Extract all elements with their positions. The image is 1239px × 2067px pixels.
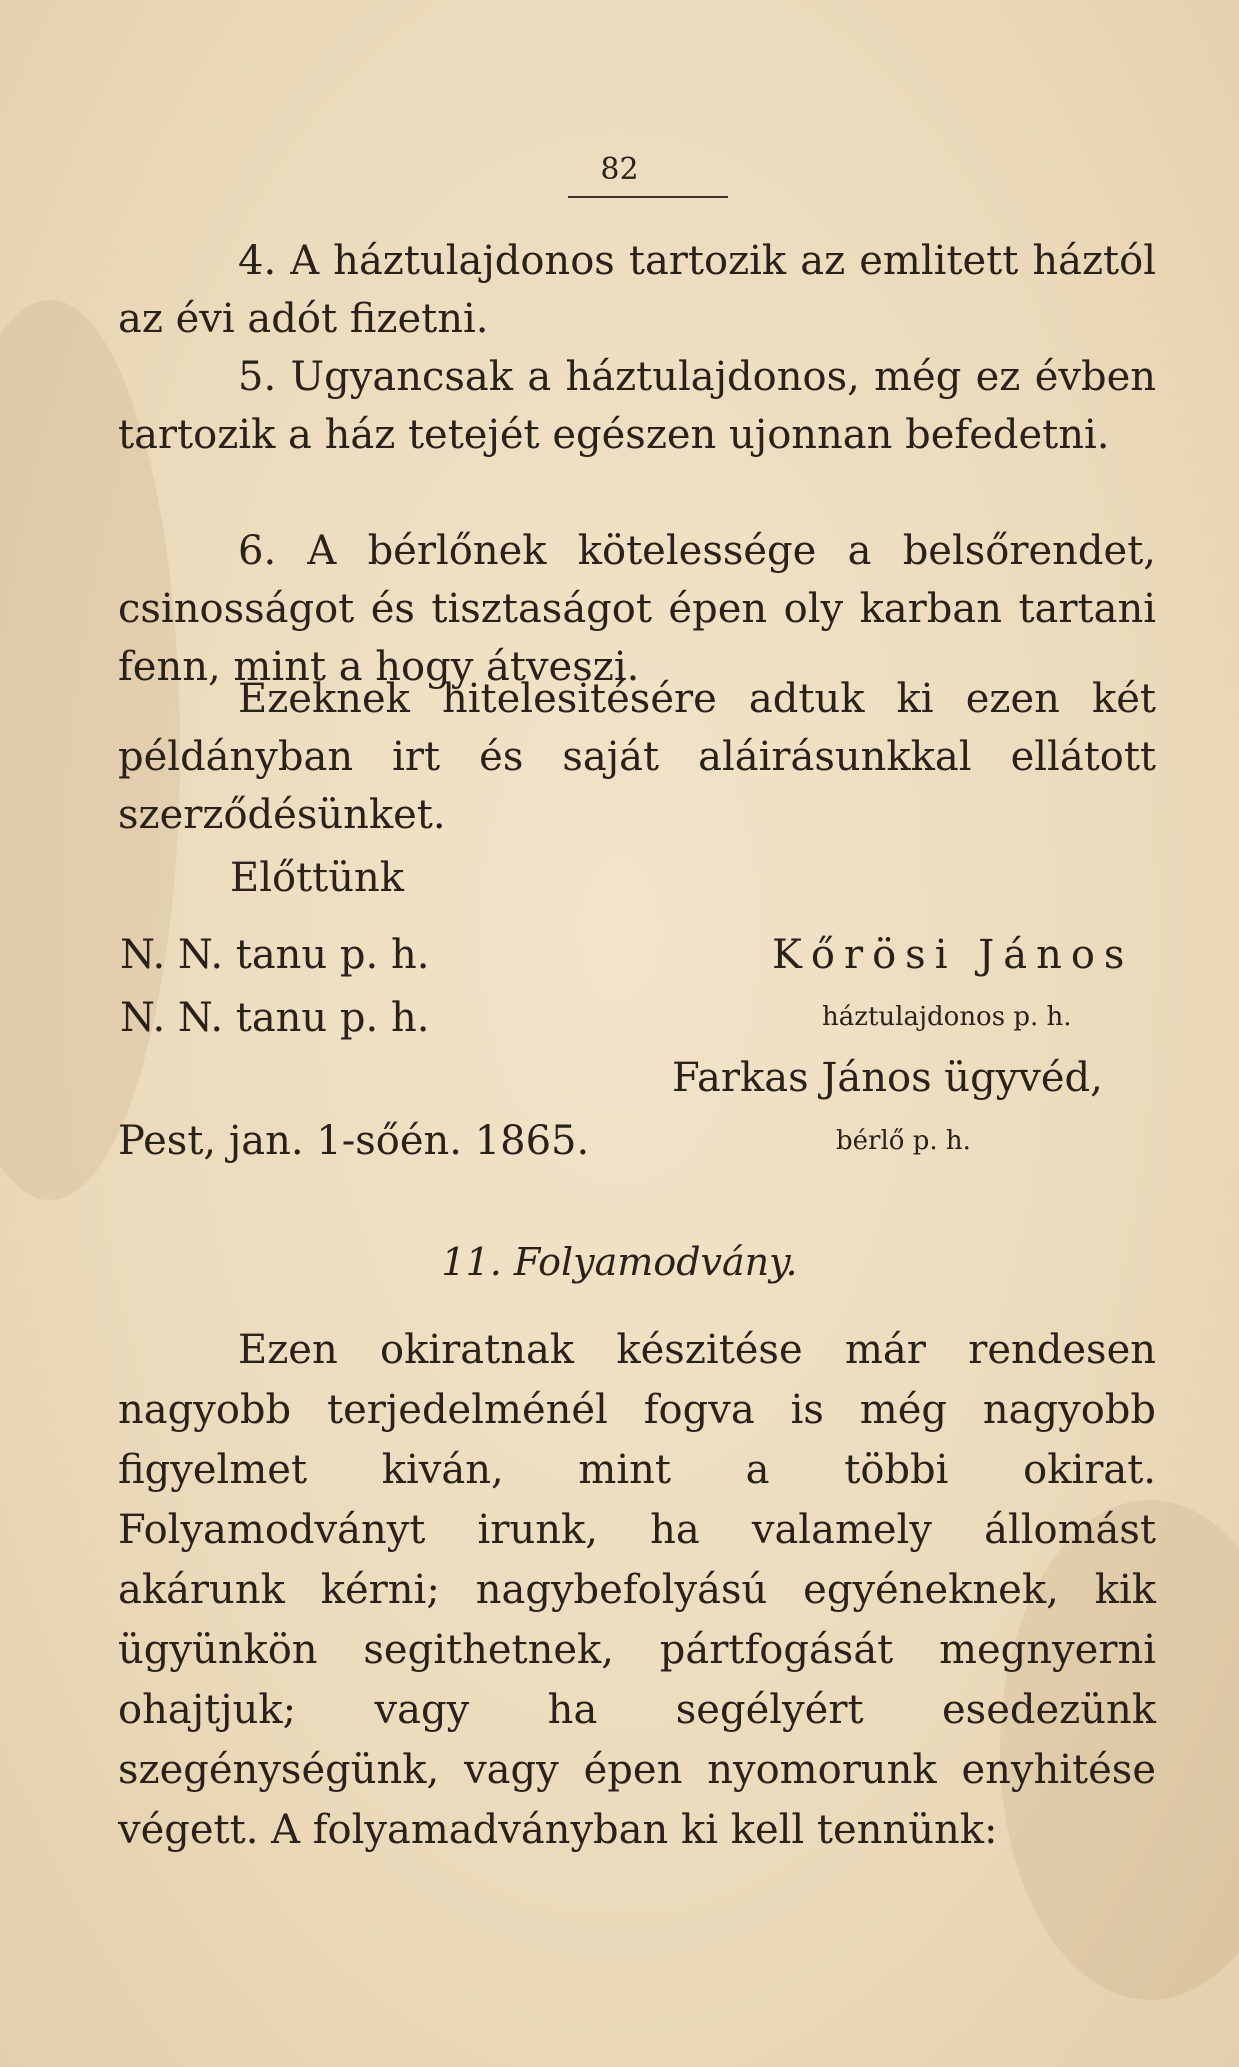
tenant-signature: Farkas János ügyvéd, [672,1055,1103,1101]
tenant-role: bérlő p. h. [836,1126,971,1156]
section-heading: 11. Folyamodvány. [441,1240,798,1284]
page-number-rule [568,196,728,198]
section-body-text: Ezen okiratnak készitése már rendesen nagyobb terjedelménél fogva is még nagyobb figyelmet kiván, mint a többi okirat. Folyamodványt irunk, ha valamely állomást akárunk kérni; nagybefolyású egyéneknek, kik ügyünkön segithetnek, pártfogását megnyerni ohajtjuk; vagy ha segélyért esedezünk szegénységünk, vagy épen nyomorunk enyhitése végett. A folyamadványban ki kell tennünk: [118,1327,1156,1853]
closing-paragraph-text: Ezeknek hitelesitésére adtuk ki ezen két példányban irt és saját aláirásunkkal ellátott szerződésünket. [118,676,1156,838]
section-body [118,1320,1156,1860]
page-number: 82 [600,152,639,187]
owner-role: háztulajdonos p. h. [822,1002,1072,1032]
paragraph-4-text: 4. A háztulajdonos tartozik az emlitett háztól az évi adót fizetni. [118,238,1156,342]
before-us-label: Előttünk [230,855,404,901]
paragraph-6-text: 6. A bérlőnek kötelessége a belsőrendet, csinosságot és tisztaságot épen oly karban tartani fenn, mint a hogy átveszi. [118,528,1156,690]
paragraph-4 [118,232,1156,348]
owner-signature: Kőrösi János [772,932,1134,978]
paragraph-5 [118,348,1156,464]
witness-1: N. N. tanu p. h. [120,932,430,978]
paragraph-5-text: 5. Ugyancsak a háztulajdonos, még ez évben tartozik a ház tetejét egészen ujonnan befedetni. [118,354,1156,458]
witness-2: N. N. tanu p. h. [120,995,430,1041]
place-and-date: Pest, jan. 1-sőén. 1865. [118,1118,590,1164]
closing-paragraph [118,670,1156,844]
